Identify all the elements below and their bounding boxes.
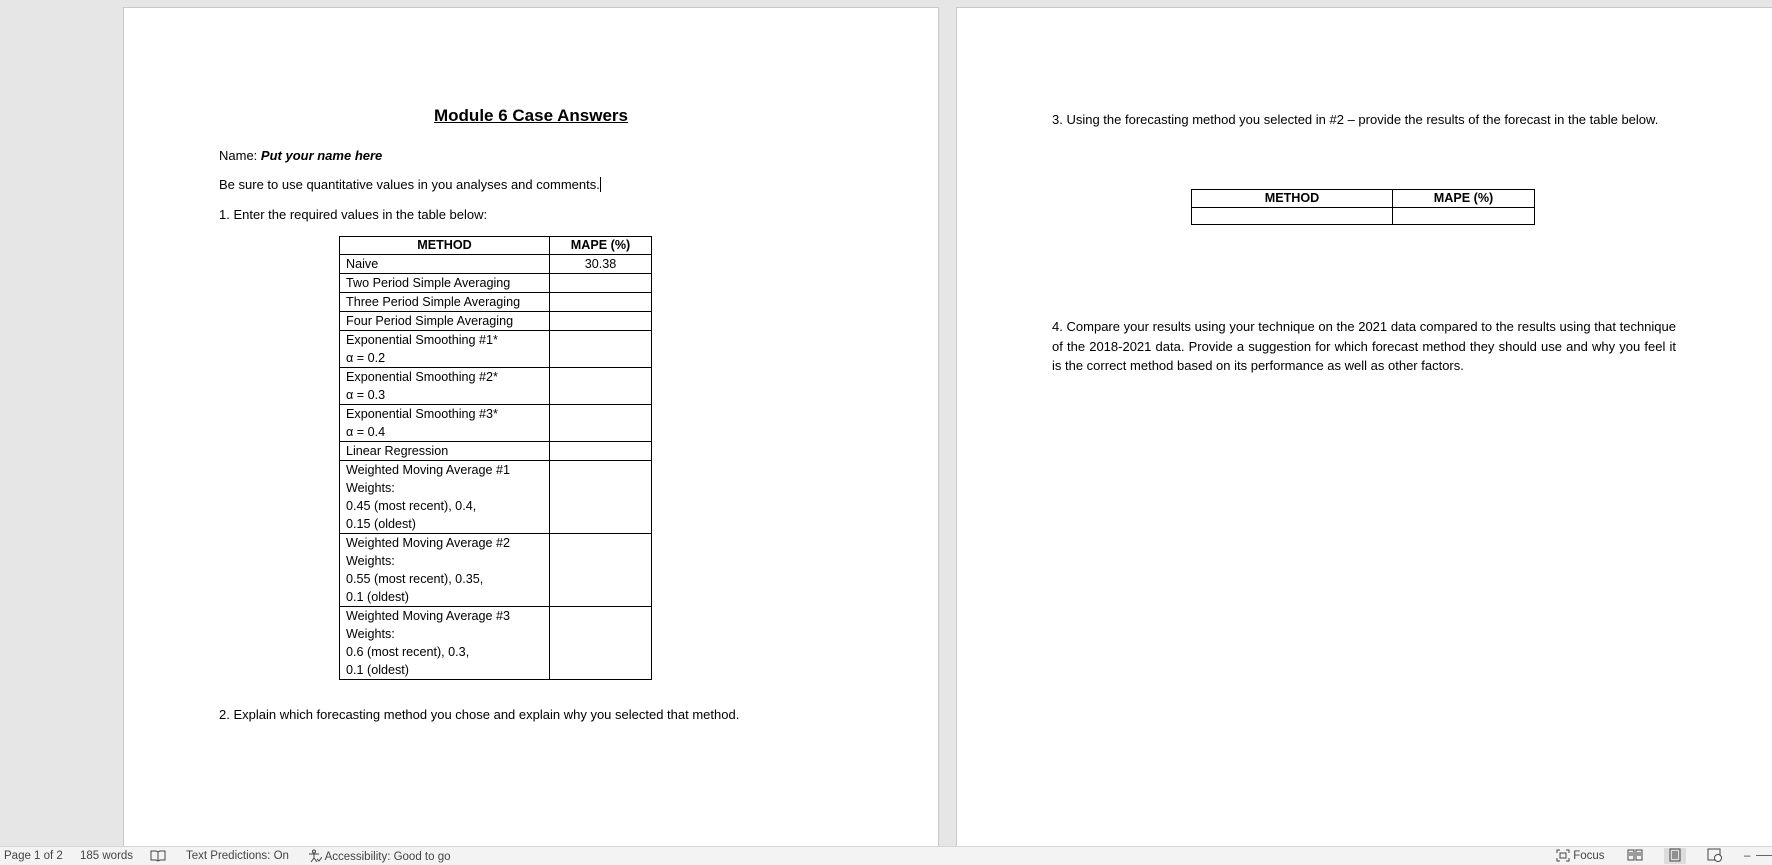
mape-table <box>339 236 652 680</box>
mape-cell[interactable] <box>550 534 652 607</box>
table-row[interactable] <box>340 293 652 312</box>
accessibility-label: Accessibility: Good to go <box>324 851 451 863</box>
name-line[interactable] <box>219 146 382 165</box>
text-cursor <box>600 177 601 192</box>
web-layout-icon[interactable] <box>1704 848 1726 864</box>
instruction-text: Be sure to use quantitative values in you analyses and comments. <box>219 177 600 192</box>
table-row[interactable] <box>340 534 652 607</box>
focus-label: Focus <box>1573 850 1605 862</box>
mape-cell[interactable] <box>550 293 652 312</box>
name-value[interactable]: Put your name here <box>260 148 383 163</box>
zoom-slider[interactable] <box>1756 855 1772 856</box>
table-row[interactable] <box>340 255 652 274</box>
question-1: 1. Enter the required values in the table below: <box>219 207 488 222</box>
text-predictions[interactable]: Text Predictions: On <box>186 850 289 862</box>
table-row[interactable] <box>340 331 652 368</box>
instruction-line[interactable] <box>219 175 601 194</box>
zoom-out-button[interactable]: – <box>1744 850 1751 862</box>
table-row[interactable] <box>340 312 652 331</box>
method-cell[interactable]: Exponential Smoothing #1* α = 0.2 <box>340 331 550 368</box>
method-cell[interactable]: Weighted Moving Average #3 Weights: 0.6 (most recent), 0.3, 0.1 (oldest) <box>340 607 550 680</box>
mape-cell[interactable] <box>550 461 652 534</box>
table-header-method: METHOD <box>340 237 550 255</box>
read-mode-icon[interactable] <box>1624 848 1646 864</box>
forecast-method-cell[interactable] <box>1192 208 1393 225</box>
page-info[interactable]: Page 1 of 2 <box>4 850 63 862</box>
table-row[interactable] <box>1192 208 1535 225</box>
table-row[interactable] <box>340 368 652 405</box>
forecast-mape-cell[interactable] <box>1393 208 1535 225</box>
accessibility-status[interactable] <box>308 849 450 864</box>
method-cell[interactable]: Linear Regression <box>340 442 550 461</box>
method-cell[interactable]: Weighted Moving Average #1 Weights: 0.45 (most recent), 0.4, 0.15 (oldest) <box>340 461 550 534</box>
method-cell[interactable]: Four Period Simple Averaging <box>340 312 550 331</box>
method-cell[interactable]: Three Period Simple Averaging <box>340 293 550 312</box>
method-cell[interactable]: Exponential Smoothing #2* α = 0.3 <box>340 368 550 405</box>
question-2: 2. Explain which forecasting method you chose and explain why you selected that method. <box>219 707 740 722</box>
table-header-mape: MAPE (%) <box>550 237 652 255</box>
print-layout-icon[interactable] <box>1664 848 1686 864</box>
question-3: 3. Using the forecasting method you selected in #2 – provide the results of the forecast in the table below. <box>1052 112 1659 127</box>
focus-button[interactable] <box>1556 849 1605 863</box>
mape-cell[interactable] <box>550 368 652 405</box>
table-row[interactable] <box>340 607 652 680</box>
page-title: Module 6 Case Answers <box>434 106 628 125</box>
forecast-table <box>1191 189 1535 225</box>
mape-cell[interactable] <box>550 331 652 368</box>
table-row[interactable] <box>340 405 652 442</box>
method-cell[interactable]: Two Period Simple Averaging <box>340 274 550 293</box>
document-page-2[interactable] <box>956 7 1772 847</box>
table-row[interactable] <box>340 442 652 461</box>
method-cell[interactable]: Weighted Moving Average #2 Weights: 0.55 (most recent), 0.35, 0.1 (oldest) <box>340 534 550 607</box>
document-page-1[interactable] <box>123 7 939 847</box>
forecast-header-method: METHOD <box>1192 190 1393 208</box>
method-cell[interactable]: Exponential Smoothing #3* α = 0.4 <box>340 405 550 442</box>
proofing-icon[interactable] <box>150 849 166 863</box>
focus-icon <box>1556 849 1570 862</box>
mape-cell[interactable] <box>550 274 652 293</box>
mape-cell[interactable] <box>550 405 652 442</box>
forecast-header-mape: MAPE (%) <box>1393 190 1535 208</box>
name-label: Name: <box>219 148 261 163</box>
mape-cell[interactable] <box>550 312 652 331</box>
method-cell[interactable]: Naive <box>340 255 550 274</box>
table-row[interactable] <box>340 274 652 293</box>
status-bar <box>0 846 1772 865</box>
accessibility-icon <box>308 849 322 863</box>
mape-cell[interactable] <box>550 442 652 461</box>
table-row[interactable] <box>340 461 652 534</box>
question-4: 4. Compare your results using your technique on the 2021 data compared to the results using that technique of the 2018-2021 data. Provide a suggestion for which forecast method they should use and why you feel it is the correct method based on its performance as well as other factors. <box>1052 319 1676 373</box>
mape-cell[interactable]: 30.38 <box>550 255 652 274</box>
mape-cell[interactable] <box>550 607 652 680</box>
word-count[interactable]: 185 words <box>80 850 134 862</box>
